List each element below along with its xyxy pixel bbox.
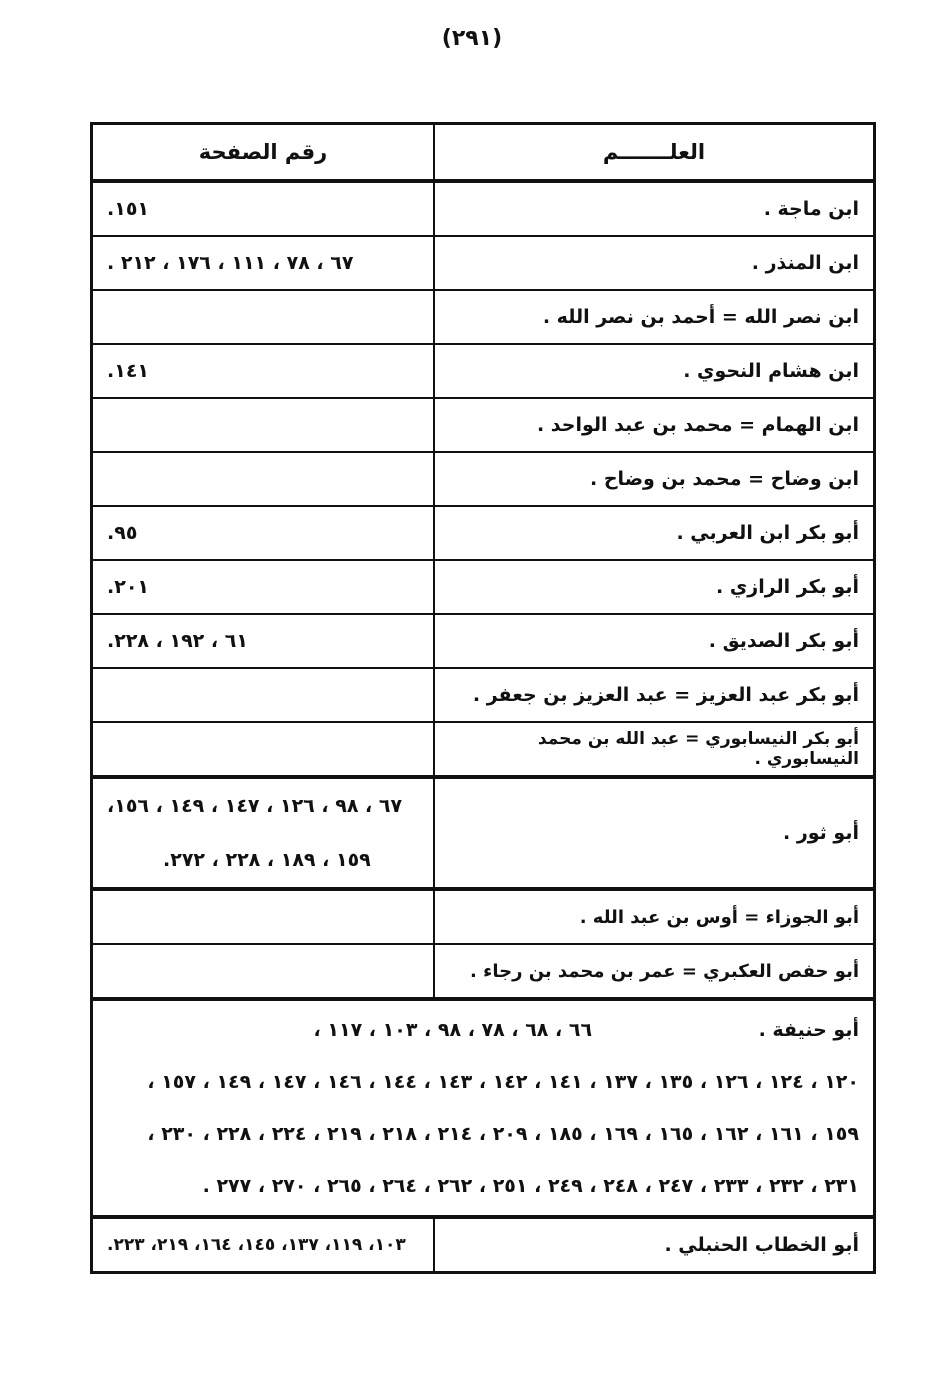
table-row bbox=[92, 398, 875, 452]
entry-pages: ١٤١. bbox=[92, 344, 435, 398]
pages-line: ٦٧ ، ٩٨ ، ١٢٦ ، ١٤٧ ، ١٤٩ ، ١٥٦، bbox=[107, 795, 403, 817]
entry-name: ابن ماجة . bbox=[434, 181, 875, 236]
entry-pages: ٩٥. bbox=[92, 506, 435, 560]
table-row bbox=[92, 999, 875, 1217]
pages-column-header: رقم الصفحة bbox=[92, 124, 435, 182]
pages-line: ١٥٩ ، ١٦١ ، ١٦٢ ، ١٦٥ ، ١٦٩ ، ١٨٥ ، ٢٠٩ ، ٢١٤ ، ٢١٨ ، ٢١٩ ، ٢٢٤ ، ٢٢٨ ، ٢٣٠ ، bbox=[147, 1123, 859, 1145]
entry-pages: ٦١ ، ١٩٢ ، ٢٢٨. bbox=[92, 614, 435, 668]
pages-line: ٢٣١ ، ٢٣٢ ، ٢٣٣ ، ٢٤٧ ، ٢٤٨ ، ٢٤٩ ، ٢٥١ ، ٢٦٢ ، ٢٦٤ ، ٢٦٥ ، ٢٧٠ ، ٢٧٧ . bbox=[202, 1175, 859, 1197]
page-number: (٢٩١) bbox=[441, 26, 503, 51]
name-column-header: العلـــــــم bbox=[434, 124, 875, 182]
table-row bbox=[92, 290, 875, 344]
table-row bbox=[92, 181, 875, 236]
entry-pages bbox=[92, 944, 435, 999]
entry-pages bbox=[92, 668, 435, 722]
pages-line: ١٥٩ ، ١٨٩ ، ٢٢٨ ، ٢٧٢. bbox=[163, 849, 371, 871]
table-row bbox=[92, 344, 875, 398]
entry-name: أبو بكر النيسابوري = عبد الله بن محمد النيسابوري . bbox=[434, 722, 875, 777]
pages-line-first: ٦٦ ، ٦٨ ، ٧٨ ، ٩٨ ، ١٠٣ ، ١١٧ ، bbox=[313, 1019, 593, 1041]
entry-name: أبو الخطاب الحنبلي . bbox=[434, 1217, 875, 1273]
table-row bbox=[92, 944, 875, 999]
table-row bbox=[92, 614, 875, 668]
table-row bbox=[92, 452, 875, 506]
entry-pages bbox=[92, 777, 435, 889]
pages-line: ١٢٠ ، ١٢٤ ، ١٢٦ ، ١٣٥ ، ١٣٧ ، ١٤١ ، ١٤٢ ، ١٤٣ ، ١٤٤ ، ١٤٦ ، ١٤٧ ، ١٤٩ ، ١٥٧ ، bbox=[147, 1071, 859, 1093]
entry-pages: ١٠٣، ١١٩، ١٣٧، ١٤٥، ١٦٤، ٢١٩، ٢٢٣. bbox=[92, 1217, 435, 1273]
entry-pages bbox=[92, 398, 435, 452]
entry-pages: ١٥١. bbox=[92, 181, 435, 236]
table-row bbox=[92, 668, 875, 722]
entry-name: ابن هشام النحوي . bbox=[434, 344, 875, 398]
entry-pages bbox=[92, 722, 435, 777]
entry-full-row bbox=[92, 999, 875, 1217]
entry-pages bbox=[92, 889, 435, 944]
entry-pages: ٦٧ ، ٧٨ ، ١١١ ، ١٧٦ ، ٢١٢ . bbox=[92, 236, 435, 290]
entry-name: أبو بكر عبد العزيز = عبد العزيز بن جعفر . bbox=[434, 668, 875, 722]
entry-name: أبو حنيفة . bbox=[758, 1019, 859, 1041]
entry-name: ابن المنذر . bbox=[434, 236, 875, 290]
entry-pages bbox=[92, 290, 435, 344]
entry-name: ابن نصر الله = أحمد بن نصر الله . bbox=[434, 290, 875, 344]
table-row bbox=[92, 722, 875, 777]
entry-pages: ٢٠١. bbox=[92, 560, 435, 614]
entry-name: ابن الهمام = محمد بن عبد الواحد . bbox=[434, 398, 875, 452]
table-row bbox=[92, 889, 875, 944]
pages-line bbox=[107, 1004, 859, 1056]
entry-name: أبو ثور . bbox=[434, 777, 875, 889]
table-row bbox=[92, 777, 875, 889]
header-row bbox=[92, 124, 875, 182]
table-row bbox=[92, 1217, 875, 1273]
table-row bbox=[92, 236, 875, 290]
entry-name: أبو بكر الصديق . bbox=[434, 614, 875, 668]
table-row bbox=[92, 506, 875, 560]
entry-name: أبو الجوزاء = أوس بن عبد الله . bbox=[434, 889, 875, 944]
entry-pages bbox=[92, 452, 435, 506]
entry-name: أبو بكر الرازي . bbox=[434, 560, 875, 614]
entry-name: أبو بكر ابن العربي . bbox=[434, 506, 875, 560]
entry-name: ابن وضاح = محمد بن وضاح . bbox=[434, 452, 875, 506]
table-row bbox=[92, 560, 875, 614]
names-index-table bbox=[90, 122, 876, 1274]
entry-name: أبو حفص العكبري = عمر بن محمد بن رجاء . bbox=[434, 944, 875, 999]
